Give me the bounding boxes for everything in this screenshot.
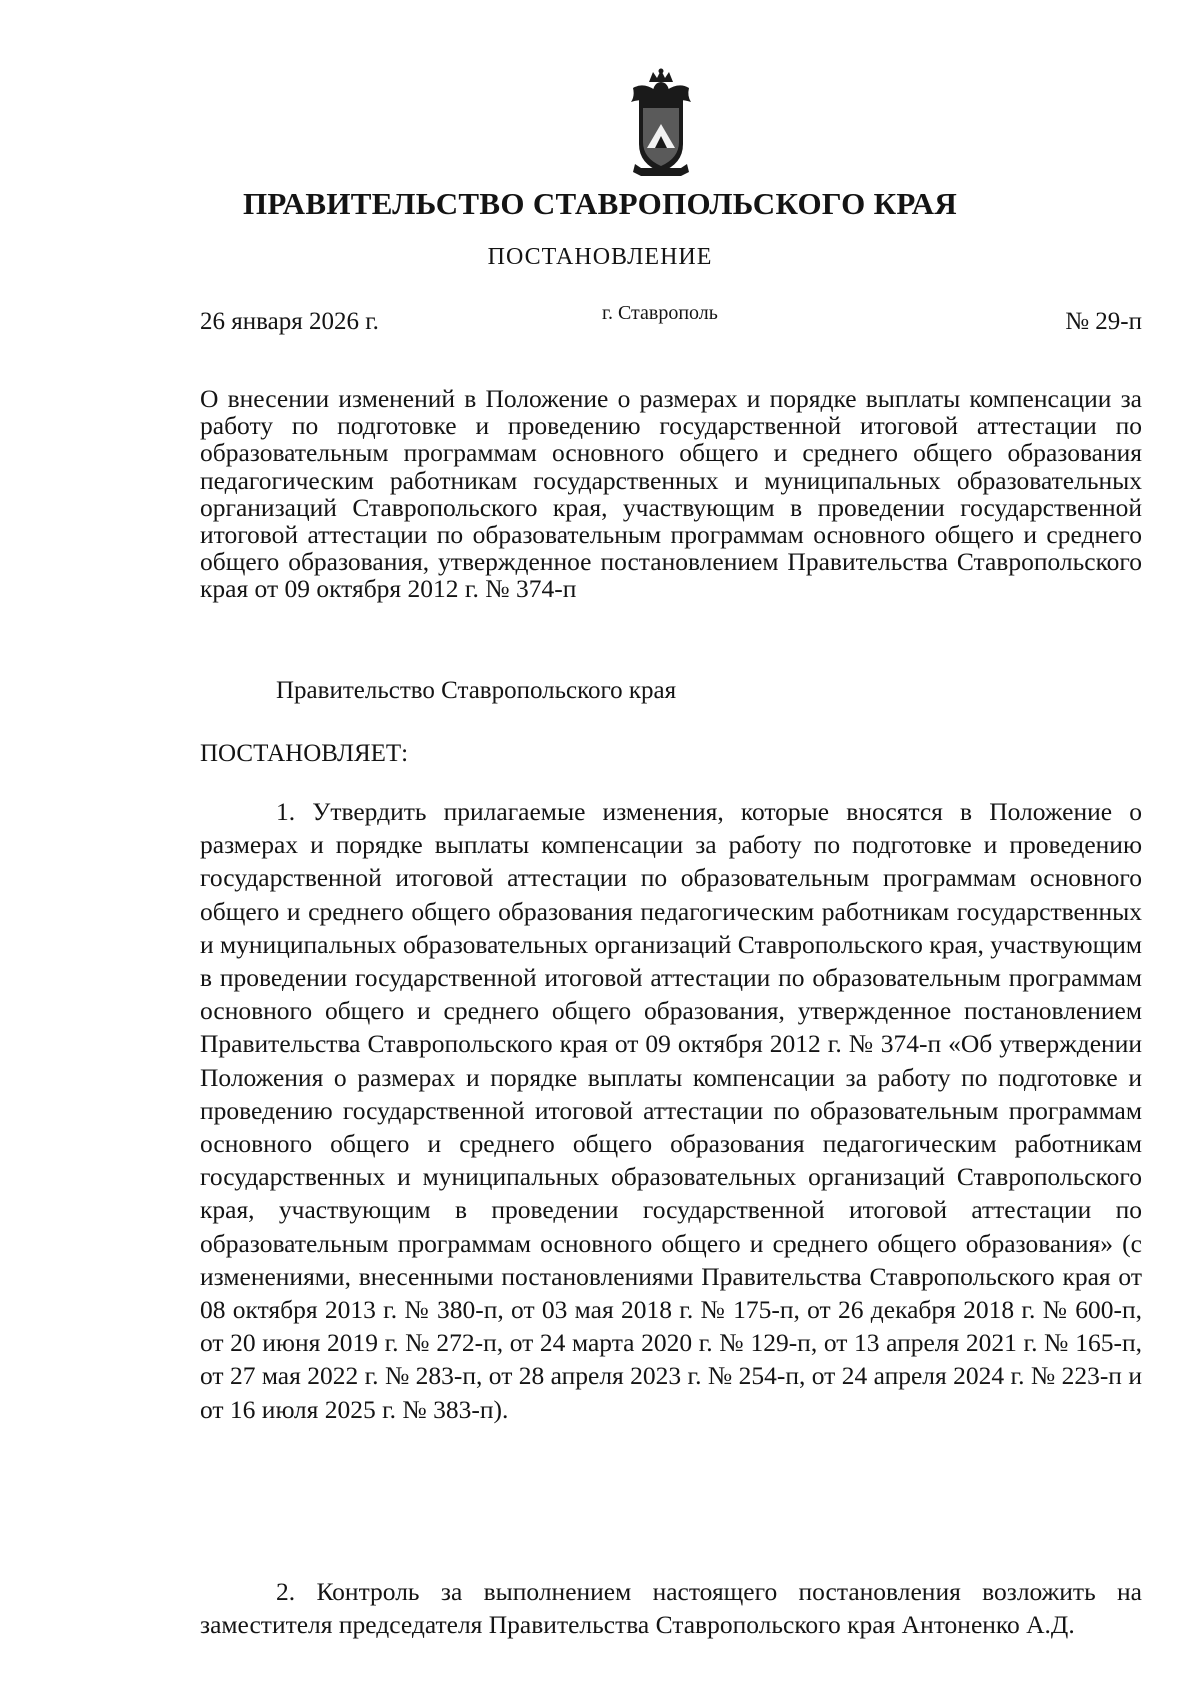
document-type: ПОСТАНОВЛЕНИЕ: [487, 244, 713, 270]
decree-item-2: 2. Контроль за выполнением настоящего постановления возложить на заместителя председателя Правительства Ставропольского края Антоненко А.Д.: [200, 1577, 1142, 1640]
decree-number: № 29-п: [1065, 308, 1142, 335]
decree-item-1: 1. Утвердить прилагаемые изменения, которые вносятся в Положение о размерах и порядке выплаты компенсации за работу по подготовке и проведению государственной итоговой аттестации по образовательным программам основного общего и среднего общего образования педагогическим работникам государственных и муниципальных образовательных организаций Ставропольского края, участвующим в проведении государственной итоговой аттестации по образовательным программам основного общего и среднего общего образования, утвержденное постановлением Правительства Ставропольского края от 09 октября 2012 г. № 374-п «Об утверждении Положения о размерах и порядке выплаты компенсации за работу по подготовке и проведению государственной итоговой аттестации по образовательным программам основного общего и среднего общего образования педагогическим работникам государственных и муниципальных образовательных организаций Ставропольского края, участвующим в проведении государственной итоговой аттестации по образовательным программам основного общего и среднего общего образования» (с изменениями, внесенными постановлениями Правительства Ставропольского края от 08 октября 2013 г. № 380-п, от 03 мая 2018 г. № 175-п, от 26 декабря 2018 г. № 600-п, от 20 июня 2019 г. № 272-п, от 24 марта 2020 г. № 129-п, от 13 апреля 2021 г. № 165-п, от 27 мая 2022 г. № 283-п, от 28 апреля 2023 г. № 254-п, от 24 апреля 2024 г. № 223-п и от 16 июля 2025 г. № 383-п).: [200, 797, 1142, 1424]
decree-operative-word: ПОСТАНОВЛЯЕТ:: [200, 740, 409, 767]
decree-date: 26 января 2026 г.: [200, 308, 379, 335]
issuing-authority: Правительство Ставропольского края: [276, 677, 677, 704]
decree-city: г. Ставрополь: [602, 302, 718, 324]
organization-title: ПРАВИТЕЛЬСТВО СТАВРОПОЛЬСКОГО КРАЯ: [242, 186, 958, 221]
decree-subject: О внесении изменений в Положение о размерах и порядке выплаты компенсации за работу по подготовке и проведению государственной итоговой аттестации по образовательным программам основного общего и среднего общего образования педагогическим работникам государственных и муниципальных образовательных организаций Ставропольского края, участвующим в проведении государственной итоговой аттестации по образовательным программам основного общего и среднего общего образования, утвержденное постановлением Правительства Ставропольского края от 09 октября 2012 г. № 374-п: [200, 384, 1142, 604]
stavropol-krai-coat-of-arms-icon: [627, 68, 695, 180]
